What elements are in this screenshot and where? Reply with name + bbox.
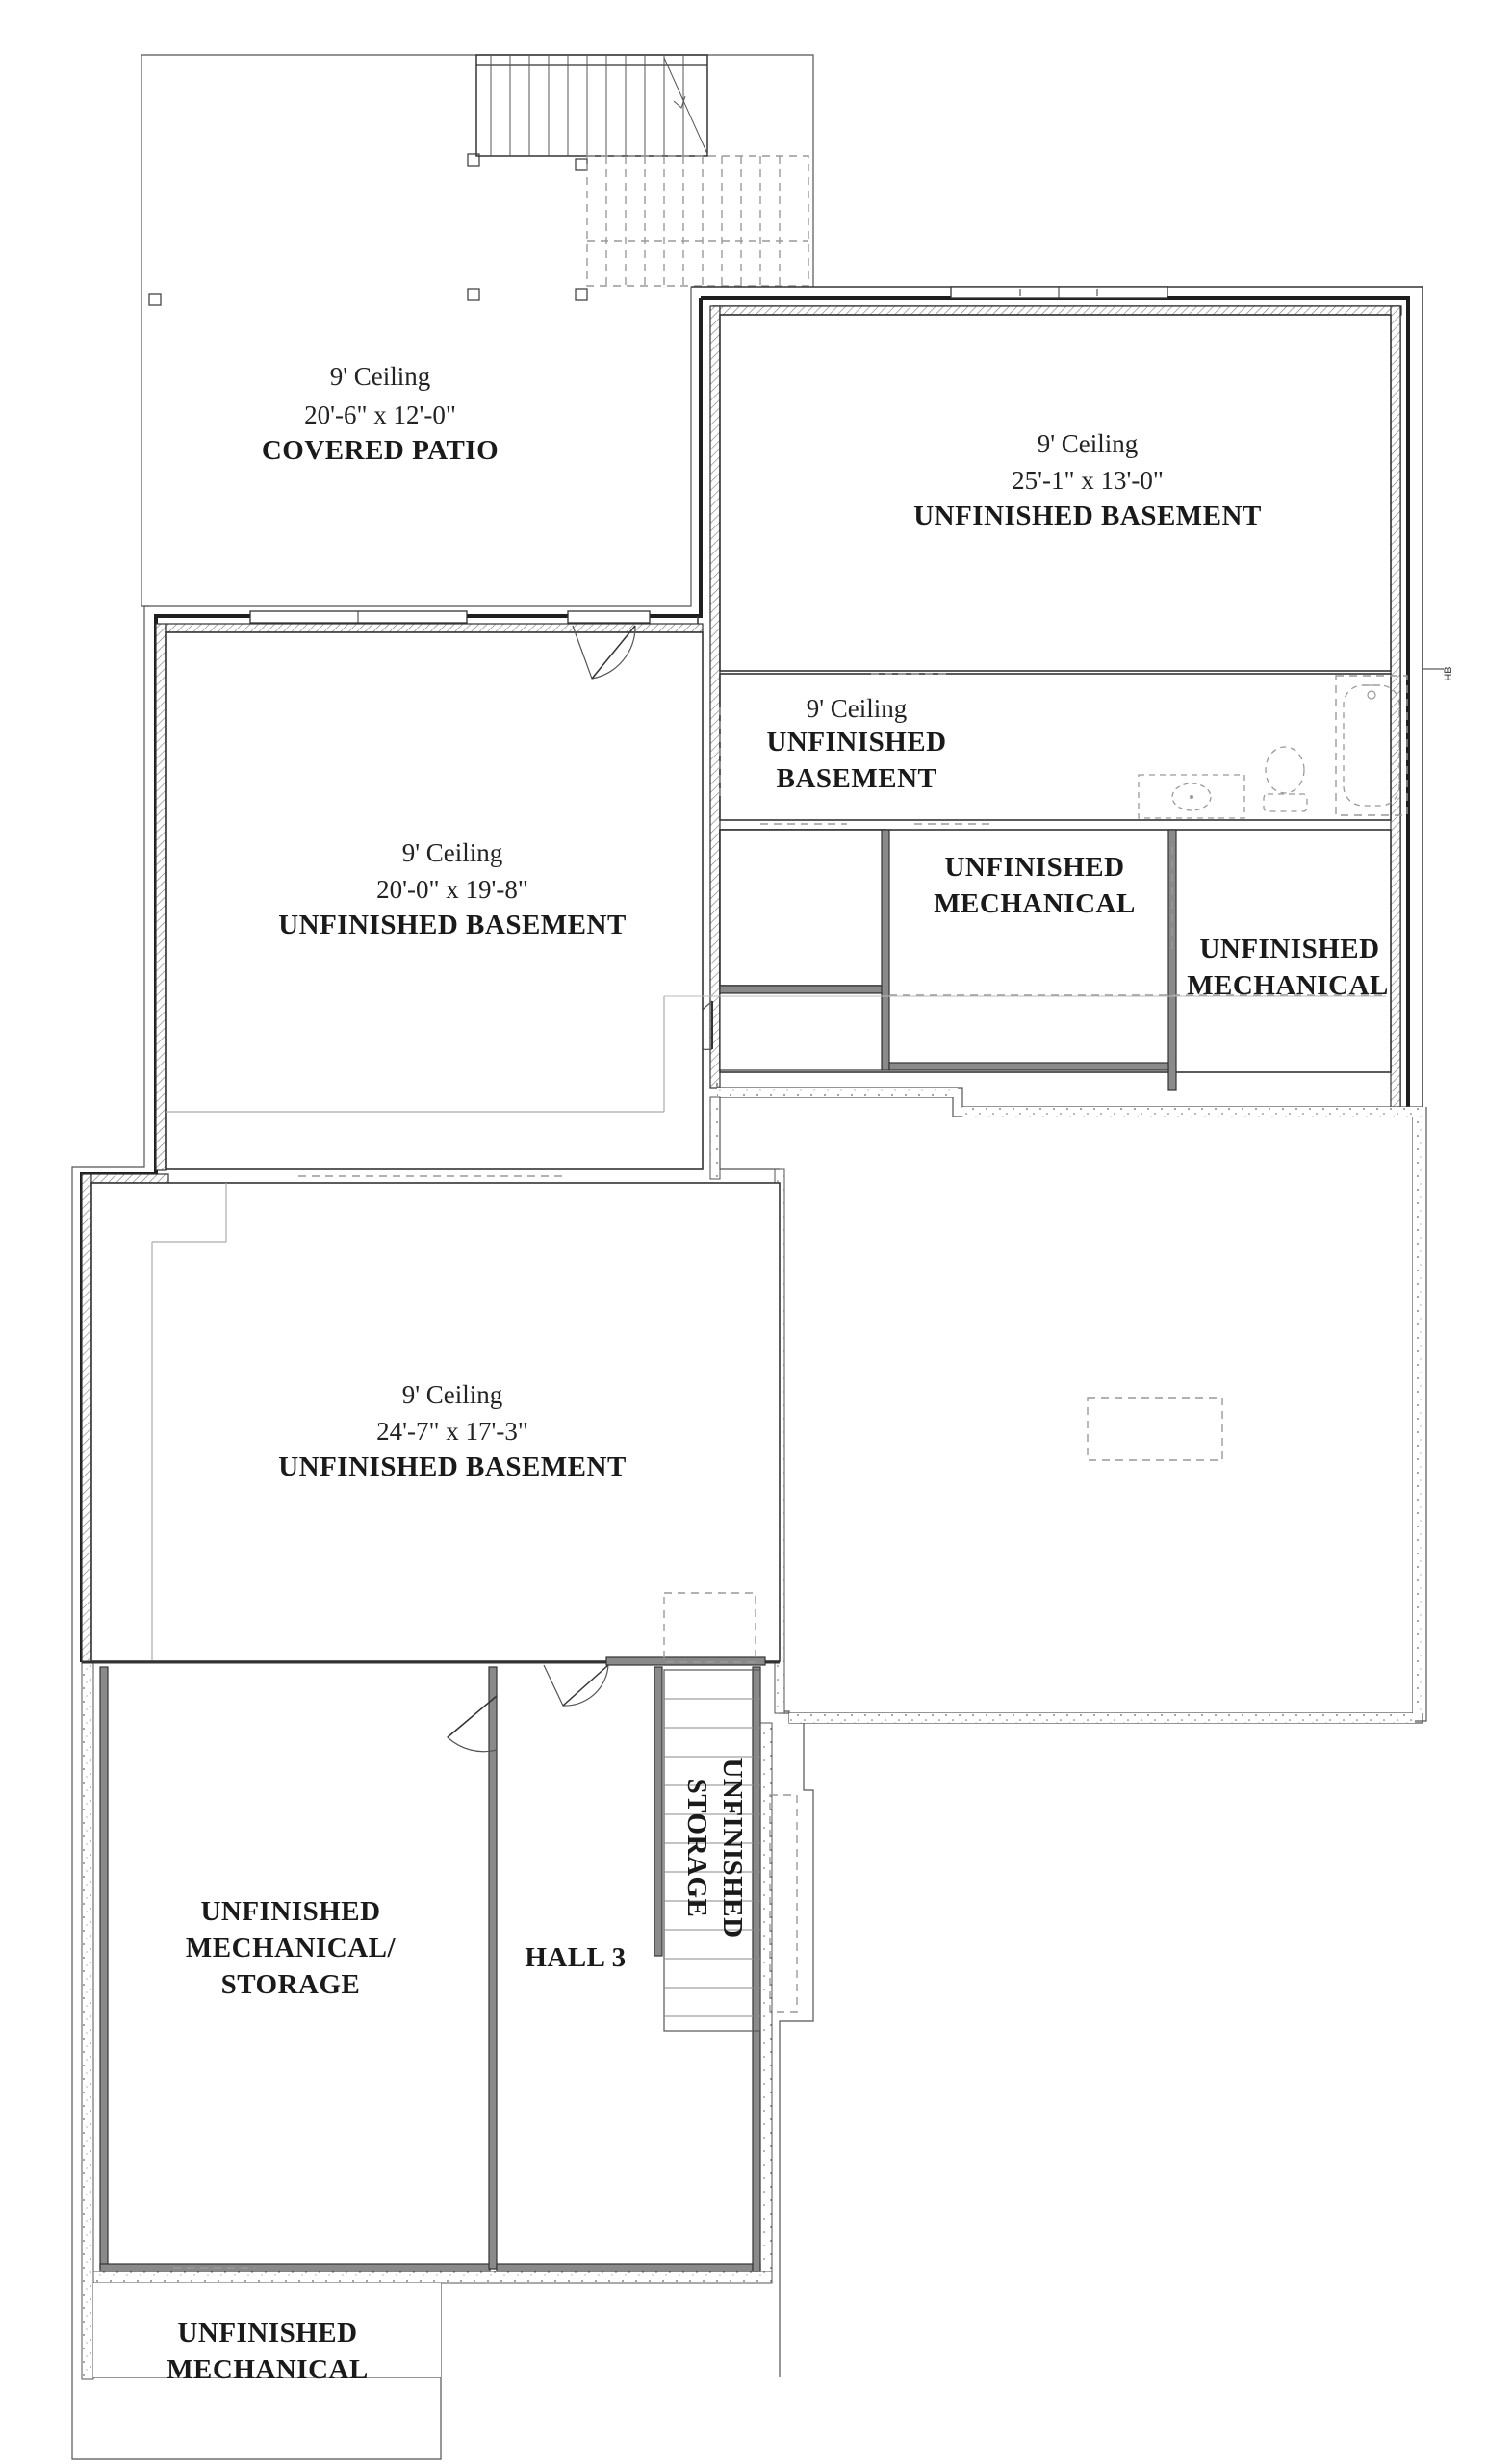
concrete-foundation [710, 1083, 1423, 1723]
deck-stairs-below [587, 156, 808, 286]
mech-right-line2: MECHANICAL [1187, 970, 1389, 1001]
basement-large-ceiling: 9' Ceiling [401, 1380, 503, 1409]
mech-center-line1: UNFINISHED [944, 852, 1125, 883]
basement-middle-title: UNFINISHED BASEMENT [278, 910, 627, 940]
mech-right-line1: UNFINISHED [1199, 934, 1380, 964]
basement-large-size: 24'-7" x 17'-3" [376, 1417, 528, 1446]
patio-post [468, 289, 479, 300]
basement-top-size: 25'-1" x 13'-0" [1012, 466, 1164, 495]
deck-stairs [476, 55, 707, 156]
patio-post [576, 159, 587, 170]
door-hall [544, 1665, 608, 1706]
basement-middle-size: 20'-0" x 19'-8" [376, 875, 528, 904]
basement-large-title: UNFINISHED BASEMENT [278, 1451, 627, 1482]
bath-title-line1: UNFINISHED [766, 727, 947, 757]
basement-top-title: UNFINISHED BASEMENT [913, 500, 1262, 531]
room-unfinished-basement-large [91, 1176, 780, 1661]
patio-post [576, 289, 587, 300]
basement-top-ceiling: 9' Ceiling [1037, 429, 1139, 458]
floor-drain-outline [1088, 1398, 1222, 1460]
bottom-rooms [82, 1593, 797, 2385]
bath-title-line2: BASEMENT [776, 763, 937, 794]
hose-bib-label: HB [1443, 666, 1454, 681]
patio-ceiling: 9' Ceiling [329, 362, 431, 391]
basement-middle-ceiling: 9' Ceiling [401, 838, 503, 867]
patio-post [149, 294, 161, 305]
mech-storage-line1: UNFINISHED [200, 1896, 381, 1927]
storage-line1: UNFINISHED [717, 1758, 748, 1938]
mech-bottom-line1: UNFINISHED [177, 2318, 358, 2348]
hall-title: HALL 3 [525, 1942, 627, 1973]
mech-storage-line3: STORAGE [220, 1969, 361, 2000]
patio-title: COVERED PATIO [261, 435, 500, 466]
storage-line2: STORAGE [681, 1778, 712, 1918]
mech-bottom-line2: MECHANICAL [167, 2354, 369, 2385]
mech-center-line2: MECHANICAL [934, 888, 1136, 919]
mech-storage-line2: MECHANICAL/ [185, 1933, 397, 1964]
bath-ceiling: 9' Ceiling [806, 694, 908, 723]
mechanical-block [674, 824, 1391, 1090]
patio-size: 20'-6" x 12'-0" [304, 400, 456, 429]
room-unfinished-basement-top [720, 287, 1454, 681]
room-unfinished-basement-bath [720, 674, 1407, 820]
